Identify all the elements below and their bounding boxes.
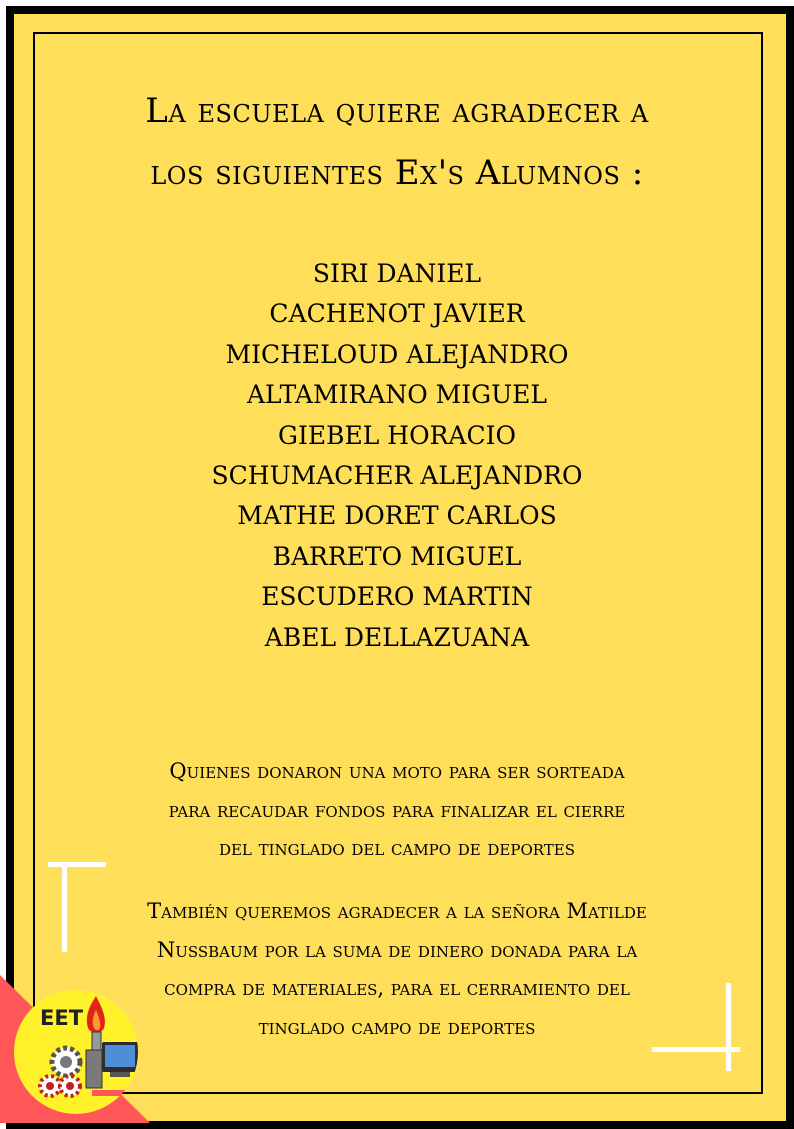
alumni-name: ALTAMIRANO MIGUEL bbox=[246, 380, 547, 410]
donation-line-1: Quienes donaron una moto para ser sorteada bbox=[169, 759, 625, 783]
donation-line-3: del tinglado del campo de deportes bbox=[218, 836, 576, 860]
alumni-list bbox=[40, 254, 754, 658]
heading-line-2: los siguientes Ex's Alumnos : bbox=[150, 153, 644, 193]
alumni-name: MATHE DORET CARLOS bbox=[237, 501, 557, 531]
alumni-name: ESCUDERO MARTIN bbox=[261, 582, 533, 612]
heading-line-1: La escuela quiere agradecer a bbox=[145, 91, 649, 131]
thanks-line-2: Nussbaum por la suma de dinero donada para la bbox=[156, 937, 638, 962]
corner-decor-top-left-v bbox=[62, 862, 67, 952]
corner-decor-top-left-h bbox=[48, 862, 106, 867]
alumni-name: BARRETO MIGUEL bbox=[272, 541, 522, 571]
alumni-name: MICHELOUD ALEJANDRO bbox=[225, 339, 569, 369]
gears-icon bbox=[40, 1048, 80, 1096]
logo-graphic bbox=[14, 990, 138, 1114]
corner-decor-bottom-right-v bbox=[726, 983, 731, 1071]
thanks-line-1: También queremos agradecer a la señora Matilde bbox=[147, 899, 647, 923]
alumni-name: ABEL DELLAZUANA bbox=[264, 622, 530, 652]
school-logo bbox=[14, 990, 138, 1114]
donation-paragraph bbox=[70, 752, 724, 868]
thanks-line-3: compra de materiales, para el cerramiento del bbox=[164, 976, 630, 1000]
computer-icon bbox=[86, 1042, 138, 1096]
alumni-name: GIEBEL HORACIO bbox=[278, 420, 516, 450]
alumni-name: CACHENOT JAVIER bbox=[269, 299, 525, 329]
thanks-line-4: tinglado campo de deportes bbox=[258, 1014, 536, 1039]
heading bbox=[40, 80, 754, 204]
thanks-paragraph bbox=[70, 892, 724, 1046]
alumni-name: SCHUMACHER ALEJANDRO bbox=[211, 461, 583, 491]
logo-text: EET bbox=[40, 1006, 84, 1030]
alumni-name: SIRI DANIEL bbox=[312, 259, 482, 288]
donation-line-2: para recaudar fondos para finalizar el cierre bbox=[168, 797, 626, 822]
